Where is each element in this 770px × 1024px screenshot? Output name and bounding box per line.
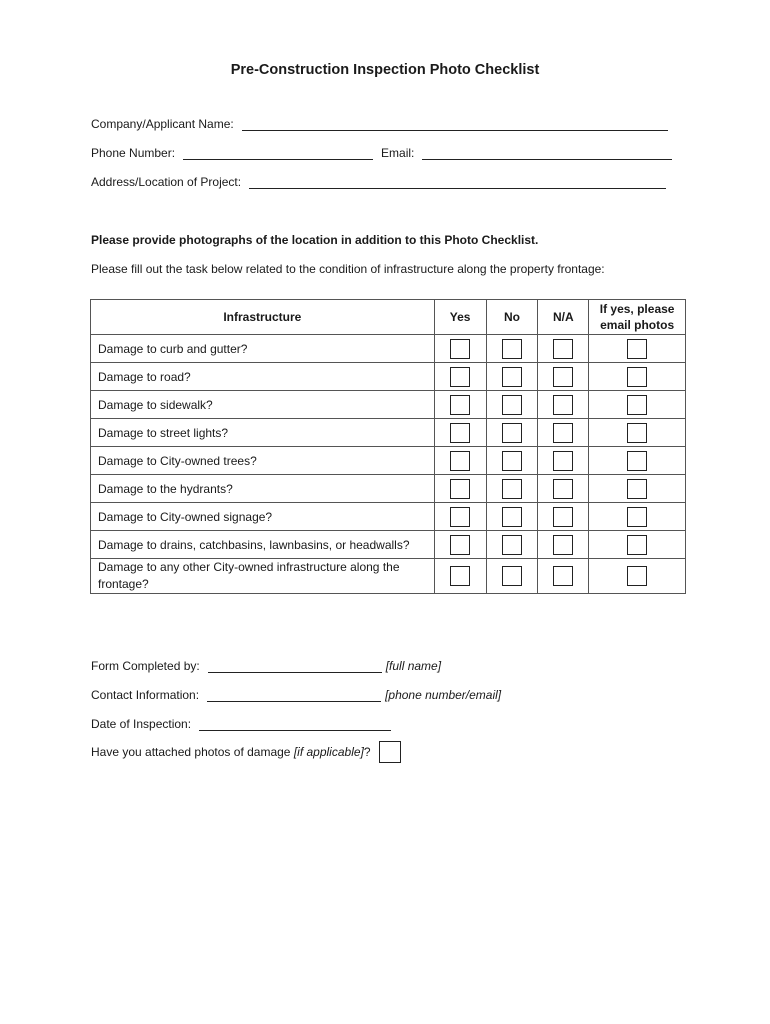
cell-no bbox=[486, 447, 538, 475]
address-row bbox=[91, 175, 666, 189]
email-photos-checkbox[interactable] bbox=[627, 566, 647, 586]
attached-row bbox=[91, 741, 401, 763]
na-checkbox[interactable] bbox=[553, 423, 573, 443]
yes-checkbox[interactable] bbox=[450, 367, 470, 387]
row-label: Damage to City-owned signage? bbox=[91, 503, 435, 531]
address-label: Address/Location of Project: bbox=[91, 175, 242, 189]
row-label: Damage to street lights? bbox=[91, 419, 435, 447]
cell-no bbox=[486, 531, 538, 559]
na-checkbox[interactable] bbox=[553, 451, 573, 471]
cell-email-photos bbox=[589, 559, 686, 594]
cell-yes bbox=[434, 335, 486, 363]
row-label: Damage to drains, catchbasins, lawnbasins, or headwalls? bbox=[91, 531, 435, 559]
photo-instruction: Please provide photographs of the location in addition to this Photo Checklist. bbox=[91, 233, 539, 247]
table-row bbox=[91, 503, 686, 531]
completed-by-row bbox=[91, 659, 441, 673]
cell-email-photos bbox=[589, 419, 686, 447]
cell-no bbox=[486, 363, 538, 391]
row-label: Damage to curb and gutter? bbox=[91, 335, 435, 363]
cell-yes bbox=[434, 419, 486, 447]
attached-checkbox[interactable] bbox=[379, 741, 401, 763]
header-infrastructure: Infrastructure bbox=[91, 300, 435, 335]
cell-no bbox=[486, 503, 538, 531]
row-label: Damage to road? bbox=[91, 363, 435, 391]
table-row bbox=[91, 447, 686, 475]
no-checkbox[interactable] bbox=[502, 566, 522, 586]
row-label: Damage to the hydrants? bbox=[91, 475, 435, 503]
table-row bbox=[91, 475, 686, 503]
header-email-photos bbox=[589, 300, 686, 335]
table-header-row bbox=[91, 300, 686, 335]
row-label: Damage to City-owned trees? bbox=[91, 447, 435, 475]
cell-email-photos bbox=[589, 475, 686, 503]
task-instruction: Please fill out the task below related to the condition of infrastructure along the property frontage: bbox=[91, 262, 605, 276]
phone-email-row bbox=[91, 146, 672, 160]
no-checkbox[interactable] bbox=[502, 423, 522, 443]
row-label: Damage to sidewalk? bbox=[91, 391, 435, 419]
completed-by-hint: [full name] bbox=[385, 659, 442, 673]
yes-checkbox[interactable] bbox=[450, 339, 470, 359]
no-checkbox[interactable] bbox=[502, 395, 522, 415]
cell-no bbox=[486, 559, 538, 594]
cell-na bbox=[538, 419, 589, 447]
cell-email-photos bbox=[589, 335, 686, 363]
no-checkbox[interactable] bbox=[502, 451, 522, 471]
yes-checkbox[interactable] bbox=[450, 395, 470, 415]
yes-checkbox[interactable] bbox=[450, 451, 470, 471]
cell-na bbox=[538, 475, 589, 503]
no-checkbox[interactable] bbox=[502, 479, 522, 499]
address-input[interactable] bbox=[249, 175, 666, 189]
table-row bbox=[91, 531, 686, 559]
email-label: Email: bbox=[381, 146, 415, 160]
row-label: Damage to any other City-owned infrastructure along the frontage? bbox=[91, 559, 435, 594]
na-checkbox[interactable] bbox=[553, 535, 573, 555]
cell-yes bbox=[434, 447, 486, 475]
cell-yes bbox=[434, 503, 486, 531]
table-row bbox=[91, 559, 686, 594]
cell-no bbox=[486, 391, 538, 419]
page-title: Pre-Construction Inspection Photo Checklist bbox=[230, 62, 540, 78]
no-checkbox[interactable] bbox=[502, 507, 522, 527]
cell-yes bbox=[434, 559, 486, 594]
yes-checkbox[interactable] bbox=[450, 423, 470, 443]
cell-na bbox=[538, 447, 589, 475]
completed-by-input[interactable] bbox=[208, 659, 382, 673]
date-label: Date of Inspection: bbox=[91, 717, 192, 731]
contact-row bbox=[91, 688, 501, 702]
cell-na bbox=[538, 503, 589, 531]
no-checkbox[interactable] bbox=[502, 339, 522, 359]
email-photos-checkbox[interactable] bbox=[627, 395, 647, 415]
cell-no bbox=[486, 335, 538, 363]
email-photos-checkbox[interactable] bbox=[627, 507, 647, 527]
email-photos-checkbox[interactable] bbox=[627, 451, 647, 471]
na-checkbox[interactable] bbox=[553, 507, 573, 527]
yes-checkbox[interactable] bbox=[450, 535, 470, 555]
cell-email-photos bbox=[589, 503, 686, 531]
cell-email-photos bbox=[589, 531, 686, 559]
email-photos-checkbox[interactable] bbox=[627, 367, 647, 387]
na-checkbox[interactable] bbox=[553, 395, 573, 415]
na-checkbox[interactable] bbox=[553, 339, 573, 359]
date-input[interactable] bbox=[199, 717, 391, 731]
attached-suffix: ? bbox=[363, 745, 371, 759]
cell-email-photos bbox=[589, 447, 686, 475]
table-row bbox=[91, 363, 686, 391]
cell-yes bbox=[434, 391, 486, 419]
cell-na bbox=[538, 531, 589, 559]
email-input[interactable] bbox=[422, 146, 672, 160]
no-checkbox[interactable] bbox=[502, 535, 522, 555]
cell-na bbox=[538, 391, 589, 419]
contact-hint: [phone number/email] bbox=[385, 688, 502, 702]
cell-na bbox=[538, 363, 589, 391]
cell-no bbox=[486, 419, 538, 447]
table-row bbox=[91, 419, 686, 447]
cell-email-photos bbox=[589, 391, 686, 419]
infrastructure-table bbox=[90, 299, 686, 594]
phone-input[interactable] bbox=[183, 146, 373, 160]
header-email-photos-line2: email photos bbox=[600, 318, 675, 332]
na-checkbox[interactable] bbox=[553, 566, 573, 586]
cell-no bbox=[486, 475, 538, 503]
na-checkbox[interactable] bbox=[553, 479, 573, 499]
cell-na bbox=[538, 559, 589, 594]
date-row bbox=[91, 717, 395, 731]
cell-yes bbox=[434, 531, 486, 559]
cell-email-photos bbox=[589, 363, 686, 391]
contact-label: Contact Information: bbox=[91, 688, 200, 702]
completed-by-label: Form Completed by: bbox=[91, 659, 200, 673]
email-photos-checkbox[interactable] bbox=[627, 535, 647, 555]
contact-input[interactable] bbox=[207, 688, 381, 702]
table-row bbox=[91, 391, 686, 419]
yes-checkbox[interactable] bbox=[450, 507, 470, 527]
email-photos-checkbox[interactable] bbox=[627, 339, 647, 359]
attached-hint: [if applicable] bbox=[293, 745, 364, 759]
header-yes: Yes bbox=[434, 300, 486, 335]
table-row bbox=[91, 335, 686, 363]
email-photos-checkbox[interactable] bbox=[627, 479, 647, 499]
na-checkbox[interactable] bbox=[553, 367, 573, 387]
no-checkbox[interactable] bbox=[502, 367, 522, 387]
phone-label: Phone Number: bbox=[91, 146, 176, 160]
yes-checkbox[interactable] bbox=[450, 566, 470, 586]
email-photos-checkbox[interactable] bbox=[627, 423, 647, 443]
company-label: Company/Applicant Name: bbox=[91, 117, 234, 131]
header-na: N/A bbox=[538, 300, 589, 335]
cell-na bbox=[538, 335, 589, 363]
attached-label: Have you attached photos of damage bbox=[91, 745, 291, 759]
company-row bbox=[91, 117, 668, 131]
yes-checkbox[interactable] bbox=[450, 479, 470, 499]
cell-yes bbox=[434, 475, 486, 503]
header-email-photos-line1: If yes, please bbox=[599, 302, 675, 316]
company-input[interactable] bbox=[242, 117, 668, 131]
header-no: No bbox=[486, 300, 538, 335]
cell-yes bbox=[434, 363, 486, 391]
